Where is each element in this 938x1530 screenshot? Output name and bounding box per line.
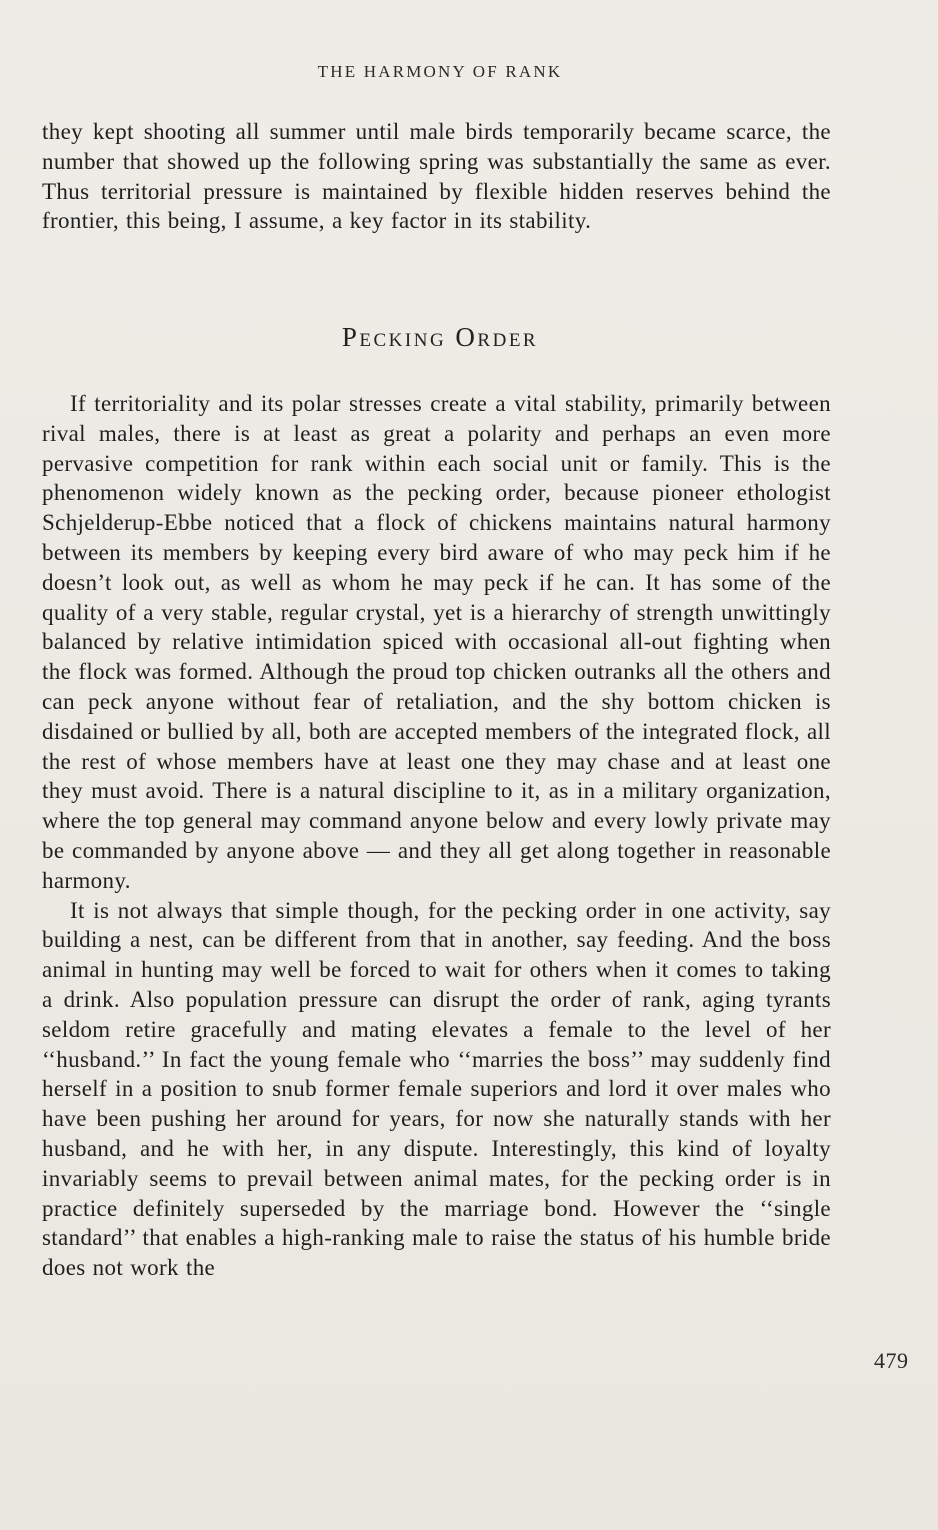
running-head: THE HARMONY OF RANK xyxy=(317,62,563,81)
opening-paragraph-block xyxy=(42,117,831,236)
page-number: 479 xyxy=(874,1348,909,1373)
section-heading: Pecking Order xyxy=(341,322,539,352)
paragraph-pecking-order-intro: If territoriality and its polar stresses create a vital stability, primarily between rival males, there is at least as great a polarity and perhaps an even more pervasive competition for rank within each social unit or family. This is the phenomenon widely known as the pecking order, because pioneer ethologist Schjelderup-Ebbe noticed that a flock of chickens maintains natural harmony between its members by keeping every bird aware of who may peck him if he doesn’t look out, as well as whom he may peck if he can. It has some of the quality of a very stable, regular crystal, yet is a hierarchy of strength unwittingly balanced by relative intimidation spiced with occasional all-out fighting when the flock was formed. Although the proud top chicken outranks all the others and can peck anyone without fear of retaliation, and the shy bottom chicken is disdained or bullied by all, both are accepted members of the integrated flock, all the rest of whose members have at least one they may chase and at least one they must avoid. There is a natural discipline to it, as in a military organization, where the top general may command anyone below and every lowly private may be commanded by anyone above — and they all get along together in reasonable harmony. xyxy=(42,391,831,893)
paragraph-pecking-order-complexity: It is not always that simple though, for the pecking order in one activity, say building a nest, can be different from that in another, say feeding. And the boss animal in hunting may well be forced to wait for others when it comes to taking a drink. Also population pressure can disrupt the order of rank, aging tyrants seldom retire gracefully and mating elevates a female to the level of her ‘‘husband.’’ In fact the young female who ‘‘marries the boss’’ may suddenly find herself in a position to snub former female superiors and lord it over males who have been pushing her around for years, for now she naturally stands with her husband, and he with her, in any dispute. Interestingly, this kind of loyalty invariably seems to prevail between animal mates, for the pecking order is in practice definitely superseded by the marriage bond. However the ‘‘single standard’’ that enables a high-ranking male to raise the status of his humble bride does not work the xyxy=(42,897,831,1281)
section-body xyxy=(42,389,831,1283)
paragraph-continuation: they kept shooting all summer until male birds temporarily became scarce, the number that showed up the following spring was substantially the same as ever. Thus territorial pressure is maintained by flexible hidden reserves behind the frontier, this being, I assume, a key factor in its stability. xyxy=(42,119,831,234)
